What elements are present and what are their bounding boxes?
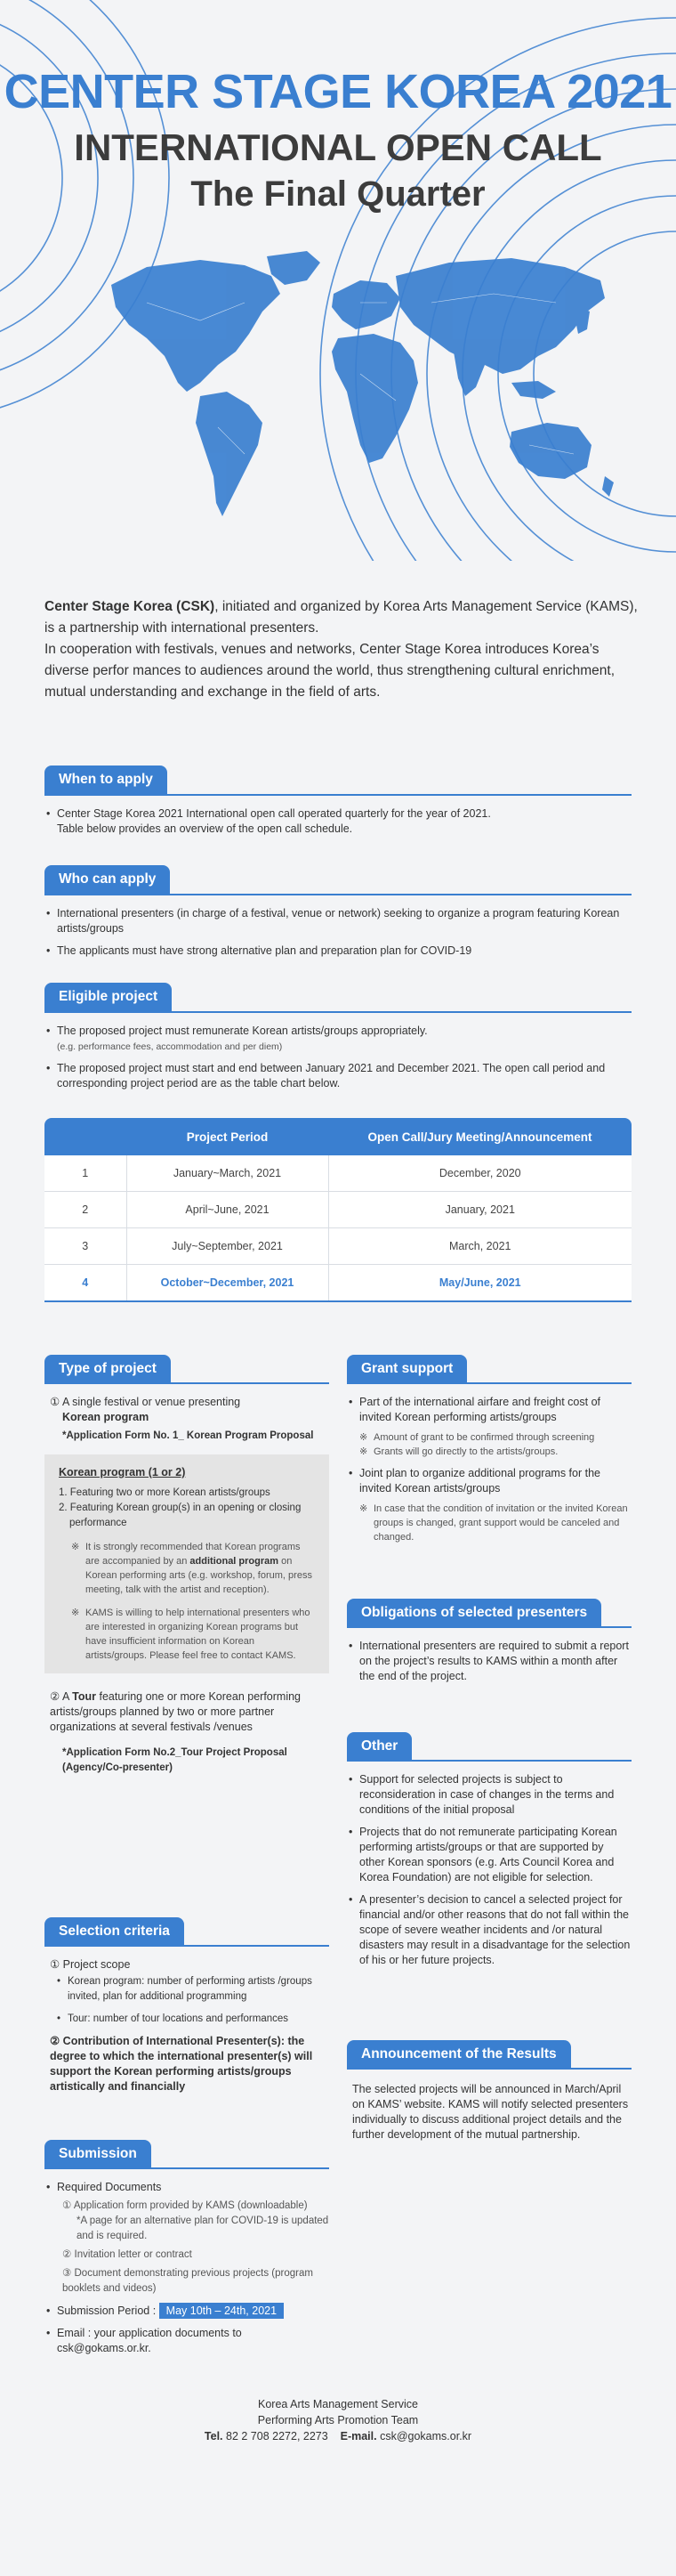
col-header-open-call: Open Call/Jury Meeting/Announcement bbox=[328, 1118, 632, 1155]
section-title: Eligible project bbox=[44, 983, 172, 1011]
section-eligible-project bbox=[44, 983, 632, 1098]
list-item: • Korean program: number of performing artists /groups invited, plan for additional programming bbox=[55, 1974, 329, 2005]
intro-lead-bold: Center Stage Korea (CSK) bbox=[44, 599, 215, 614]
col-header-project-period: Project Period bbox=[126, 1118, 328, 1155]
list-item: • International presenters are required to submit a report on the project’s results to KAMS within a month after the end of the project. bbox=[347, 1639, 632, 1684]
world-map-image bbox=[93, 249, 627, 534]
section-title: Submission bbox=[44, 2140, 151, 2167]
section-title: Selection criteria bbox=[44, 1917, 184, 1945]
section-who-can-apply bbox=[44, 865, 632, 966]
footer-contact: Tel. 82 2 708 2272, 2273 E-mail. csk@gokams.or.kr bbox=[204, 2430, 472, 2442]
title-main: CENTER STAGE KOREA 2021 bbox=[4, 65, 672, 118]
section-title: Type of project bbox=[44, 1355, 171, 1382]
table-row: 1 January~March, 2021 December, 2020 bbox=[44, 1155, 632, 1192]
list-item: • The proposed project must remunerate Korean artists/groups appropriately. (e.g. performance fees, accommodation and per diem) bbox=[44, 1024, 632, 1054]
section-title: Other bbox=[347, 1732, 412, 1760]
section-grant-support bbox=[347, 1355, 632, 1551]
list-item: • Projects that do not remunerate participating Korean performing artists/groups or that are supported by other Korean sponsors (e.g. Arts Council Korea and Korea Foundation) are not eligible for selection. bbox=[347, 1825, 632, 1885]
list-item: • Joint plan to organize additional programs for the invited Korean artists/groups ※ In case that the condition of invitation or the invited Korean groups is changed, grant support would be canceled and changed. bbox=[347, 1466, 632, 1544]
list-item: • Submission Period : May 10th – 24th, 2021 bbox=[44, 2304, 329, 2319]
form-1-label: *Application Form No. 1_ Korean Program Proposal bbox=[62, 1430, 314, 1441]
announcement-text: The selected projects will be announced in March/April on KAMS’ website. KAMS will notify selected presenters individually to discuss additional project details and the further development of the mutual partnership. bbox=[352, 2083, 629, 2141]
intro-paragraph-2: In cooperation with festivals, venues and networks, Center Stage Korea introduces Korea’s diverse perfor mances to audiences around the world, thus strengthening cultural enrichment, mutual understanding and exchange in the field of arts. bbox=[44, 642, 616, 700]
list-item: • A presenter’s decision to cancel a selected project for financial and/or other reasons that do not fall within the scope of severe weather incidents and /or natural disasters may result in a disadvantage for the selection of his or her future projects. bbox=[347, 1892, 632, 1968]
intro-lead-rest: , initiated and organized by Korea Arts Management Service (KAMS), is a partnership with international presenters. bbox=[44, 599, 638, 636]
section-when-to-apply bbox=[44, 766, 632, 844]
form-2-label: *Application Form No.2_Tour Project Proposal (Agency/Co-presenter) bbox=[62, 1747, 287, 1773]
criteria-2: ② Contribution of International Presenter(s): the degree to which the international presenter(s) will support the Korean performing artists/groups artistically and financially bbox=[50, 2035, 313, 2093]
note-kams-help: ※ KAMS is willing to help international presenters who are interested in organizing Korean programs but have insufficient information on Korean artists/groups. Please feel free to contact KAMS. bbox=[71, 1606, 315, 1663]
email-link[interactable]: your application documents to csk@gokams.or.kr. bbox=[57, 2327, 242, 2354]
table-row: 3 July~September, 2021 March, 2021 bbox=[44, 1228, 632, 1265]
section-title: Grant support bbox=[347, 1355, 467, 1382]
list-item: • The applicants must have strong alternative plan and preparation plan for COVID-19 bbox=[44, 944, 632, 959]
hero-banner bbox=[0, 0, 676, 561]
table-row: 2 April~June, 2021 January, 2021 bbox=[44, 1192, 632, 1228]
footer: Korea Arts Management Service Performing Arts Promotion Team Tel. 82 2 708 2272, 2273 E-mail. csk@gokams.or.kr bbox=[0, 2396, 676, 2444]
list-item: • Required Documents ① Application form provided by KAMS (downloadable) *A page for an alternative plan for COVID-19 is updated and is required. ② Invitation letter or contract ③ Document demonstrating previous projects (program booklets and videos) bbox=[44, 2180, 329, 2297]
schedule-table bbox=[44, 1118, 632, 1302]
list-item: • Email : your application documents to csk@gokams.or.kr. bbox=[44, 2326, 329, 2356]
type-item-1: ① A single festival or venue presenting Korean program bbox=[50, 1396, 241, 1423]
intro-text bbox=[44, 596, 640, 703]
korean-program-box: Korean program (1 or 2) 1. Featuring two or more Korean artists/groups 2. Featuring Korean group(s) in an opening or closing performance ※ It is strongly recommended that Korean programs are accompanied by an additional program on Korean performing arts (e.g. workshop, forum, press meeting, talk with the artist and reception). ※ KAMS is willing to help international presenters who are interested in organizing Korean programs but have insufficient information on Korean artists/groups. Please feel free to contact KAMS. bbox=[44, 1454, 329, 1673]
list-item: • The proposed project must start and end between January 2021 and December 2021. The open call period and corresponding project period are as the table chart below. bbox=[44, 1061, 632, 1091]
section-selection-criteria: Selection criteria ① Project scope • Korean program: number of performing artists /groups invited, plan for additional programming • Tour: number of tour locations and performances ② Contribution of International Presenter(s): the degree to which the international presenter(s) will support the Korean performing artists/groups artistically and financially bbox=[44, 1917, 329, 2094]
list-item: • Support for selected projects is subject to reconsideration in case of changes in the terms and conditions of the initial proposal bbox=[347, 1772, 632, 1818]
table-header-row bbox=[44, 1118, 632, 1155]
section-title: Who can apply bbox=[44, 865, 170, 894]
list-item: • Tour: number of tour locations and performances bbox=[55, 2012, 329, 2027]
note-additional-program: ※ It is strongly recommended that Korean programs are accompanied by an additional program on Korean performing arts (e.g. workshop, forum, press meeting, talk with the artist and reception). bbox=[71, 1540, 315, 1597]
list-item: • Center Stage Korea 2021 International open call operated quarterly for the year of 2021. Table below provides an overview of the open call schedule. bbox=[44, 806, 632, 837]
section-obligations bbox=[347, 1599, 632, 1691]
footer-email-link[interactable]: csk@gokams.or.kr bbox=[380, 2430, 472, 2442]
intro-paragraph-1 bbox=[44, 596, 640, 639]
section-title: Obligations of selected presenters bbox=[347, 1599, 601, 1626]
section-title: When to apply bbox=[44, 766, 167, 794]
type-item-2: ② A Tour featuring one or more Korean performing artists/groups planned by two or more partner organizations at several festivals /venues bbox=[50, 1690, 301, 1733]
section-title: Announcement of the Results bbox=[347, 2040, 571, 2068]
title-sub: INTERNATIONAL OPEN CALL bbox=[74, 126, 602, 168]
list-item: • Part of the international airfare and freight cost of invited Korean performing artists/groups ※ Amount of grant to be confirmed through screening ※ Grants will go directly to the artists/groups. bbox=[347, 1395, 632, 1459]
section-other bbox=[347, 1732, 632, 1975]
section-announcement bbox=[347, 2040, 632, 2143]
section-type-of-project bbox=[44, 1355, 329, 1776]
list-item: • International presenters (in charge of a festival, venue or network) seeking to organize a program featuring Korean artists/groups bbox=[44, 906, 632, 936]
section-submission bbox=[44, 2140, 329, 2363]
submission-period-badge: May 10th – 24th, 2021 bbox=[159, 2303, 284, 2319]
table-row-highlighted: 4 October~December, 2021 May/June, 2021 bbox=[44, 1265, 632, 1302]
title-quarter: The Final Quarter bbox=[190, 174, 486, 214]
